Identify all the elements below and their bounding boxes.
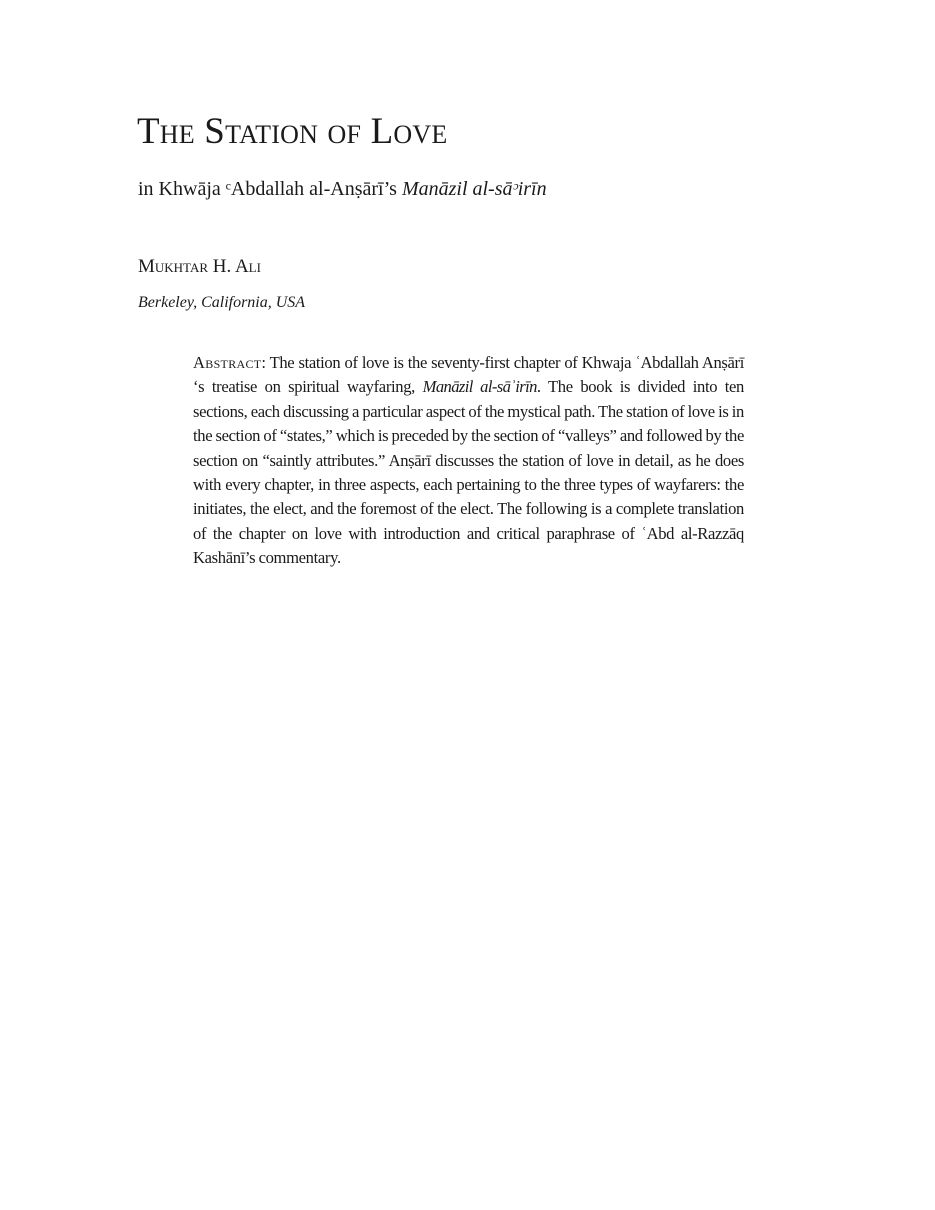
author-name: Mukhtar H. Ali [138, 256, 261, 277]
paper-subtitle [138, 176, 547, 202]
abstract-label: Abstract [193, 353, 262, 372]
abstract-text-part1: The station of love is the seventy-first chapter of Khwaja ʿAbdallah Anṣārī ‘s treatise on spiritual wayfaring, [193, 353, 744, 397]
paper-title: The Station of Love [137, 111, 448, 152]
subtitle-prefix: in Khwāja ᶜAbdallah al-Anṣārī’s [138, 178, 402, 200]
abstract-separator: : [261, 353, 270, 372]
subtitle-book-title: Manāzil al-sāᵓirīn [401, 178, 547, 200]
abstract-book-title: Manāzil al-sāʾirīn [422, 377, 537, 397]
abstract-text-part2: . The book is divided into ten sections, each discussing a particular aspect of the mystical path. The station of love is in the section of “states,” which is preceded by the section of “valleys” and followed by the section on “saintly attributes.” Anṣārī discusses the station of love in detail, as he does with every chapter, in three aspects, each pertaining to the three types of wayfarers: the initiates, the elect, and the foremost of the elect. The following is a complete translation of the chapter on love with introduction and critical paraphrase of ʿAbd al-Razzāq Kashānī’s commentary. [193, 377, 744, 568]
author-affiliation: Berkeley, California, USA [138, 294, 306, 311]
abstract-paragraph [193, 351, 744, 571]
